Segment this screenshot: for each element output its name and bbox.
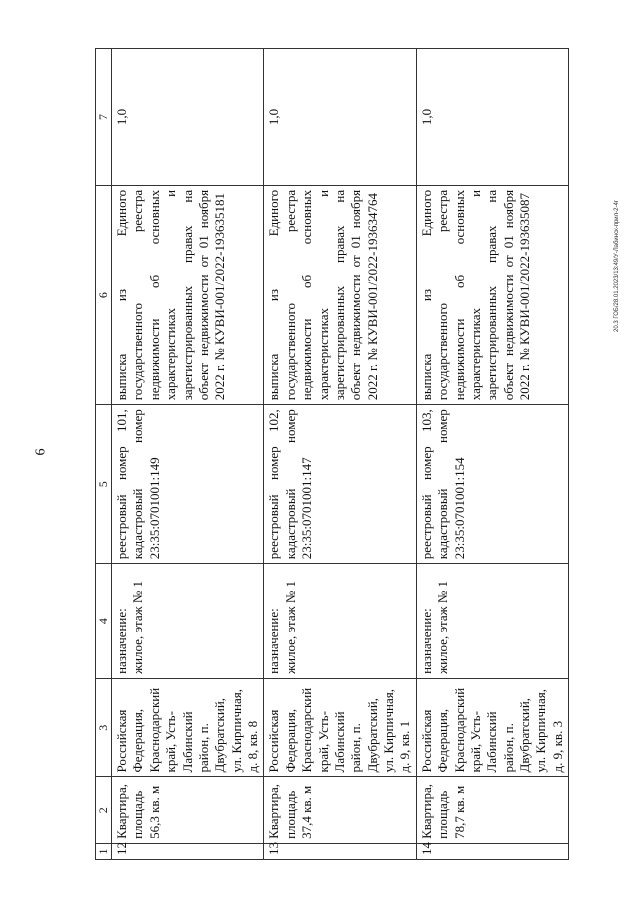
- share-cell: 1,0: [416, 49, 568, 186]
- table-row: [264, 49, 416, 860]
- cadastral-cell: реестровый номер 101, кадастровый номер 23:35:0701001:149: [112, 405, 264, 564]
- document-cell: выписка из Единого государственного реестра недвижимости об основных характеристиках и зарегистрированных правах на объект недвижимости от 01 ноября 2022 г. № КУВИ-001/2022-193634764: [264, 185, 416, 404]
- address-cell: Российская Федерация, Краснодарский край, Усть-Лабинский район, п. Двубратский, ул. Кирпичная, д. 9, кв. 3: [416, 678, 568, 777]
- table-row: [112, 49, 264, 860]
- stamp-text: 20.3 ГОБ/28.01.2023/13:49/У-Лабинск-прил-2-4г: [614, 200, 620, 333]
- purpose-cell: назначение: жилое, этаж № 1: [112, 564, 264, 679]
- page-number: 6: [33, 448, 49, 456]
- share-cell: 1,0: [112, 49, 264, 186]
- document-cell: выписка из Единого государственного реестра недвижимости об основных характеристиках и зарегистрированных правах на объект недвижимости от 01 ноября 2022 г. № КУВИ-001/2022-193635087: [416, 185, 568, 404]
- document-cell: выписка из Единого государственного реестра недвижимости об основных характеристиках и зарегистрированных правах на объект недвижимости от 01 ноября 2022 г. № КУВИ-001/2022-193635181: [112, 185, 264, 404]
- column-number: 4: [96, 564, 112, 679]
- column-number: 6: [96, 185, 112, 404]
- object-cell: Квартира, площадь 37,4 кв. м: [264, 777, 416, 843]
- address-cell: Российская Федерация, Краснодарский край, Усть-Лабинский район, п. Двубратский, ул. Кирпичная, д. 8, кв. 8: [112, 678, 264, 777]
- row-number: 12: [112, 843, 264, 859]
- object-cell: Квартира, площадь 56,3 кв. м: [112, 777, 264, 843]
- object-cell: Квартира, площадь 78,7 кв. м: [416, 777, 568, 843]
- column-number: 1: [96, 843, 112, 859]
- purpose-cell: назначение: жилое, этаж № 1: [264, 564, 416, 679]
- cadastral-cell: реестровый номер 103, кадастровый номер 23:35:0701001:154: [416, 405, 568, 564]
- table-row: [416, 49, 568, 860]
- column-number: 7: [96, 49, 112, 186]
- row-number: 14: [416, 843, 568, 859]
- column-number: 3: [96, 678, 112, 777]
- column-number-row: [96, 49, 112, 860]
- share-cell: 1,0: [264, 49, 416, 186]
- column-number: 5: [96, 405, 112, 564]
- column-number: 2: [96, 777, 112, 843]
- property-table: [95, 48, 569, 860]
- purpose-cell: назначение: жилое, этаж № 1: [416, 564, 568, 679]
- row-number: 13: [264, 843, 416, 859]
- address-cell: Российская Федерация, Краснодарский край, Усть-Лабинский район, п. Двубратский, ул. Кирпичная, д. 9, кв. 1: [264, 678, 416, 777]
- cadastral-cell: реестровый номер 102, кадастровый номер 23:35:0701001:147: [264, 405, 416, 564]
